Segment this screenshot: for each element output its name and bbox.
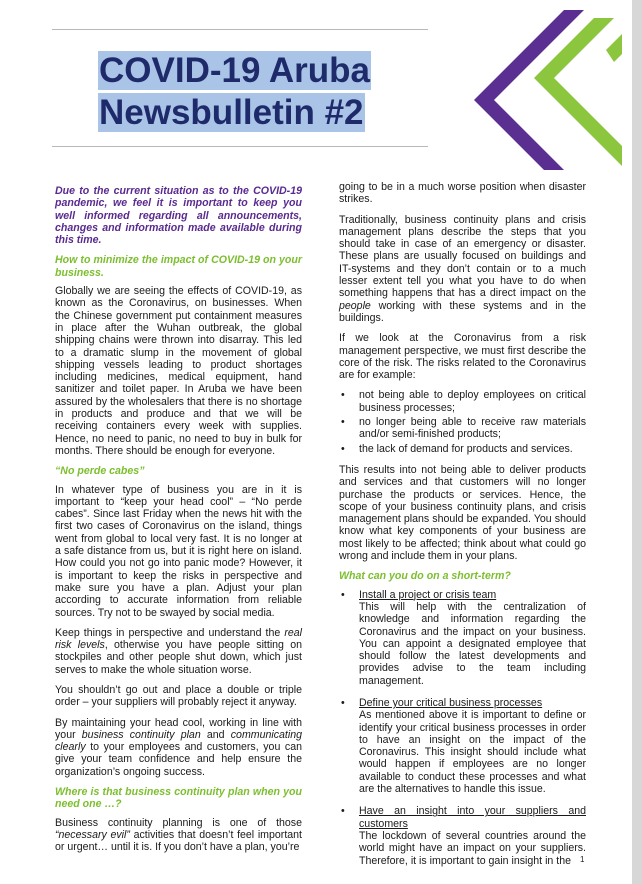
top-rule bbox=[52, 29, 428, 30]
logo-stripe-green-lower bbox=[534, 78, 622, 166]
heading-short-term: What can you do on a short-term? bbox=[339, 570, 511, 583]
paragraph-continuity-planning: Business continuity planning is one of those “necessary evil” activities that doesn’t feel important or urgent… until it is. If you don’t have a plan, you’re bbox=[55, 816, 302, 854]
paragraph-traditional-plans: Traditionally, business continuity plans and crisis management plans describe the steps that you should take in case of an emergency or disaster. These plans are usually focused on buildings and IT-systems and they don’t contain or to a much lesser extent tell you what you have to do when something happens that has a direct impact on the people working with these systems and in the buildings. bbox=[339, 213, 586, 324]
right-column bbox=[339, 181, 586, 877]
risk-item: • not being able to deploy employees on critical business processes; bbox=[339, 389, 586, 414]
paragraph-global-effects: Globally we are seeing the effects of COVID-19, as known as the Coronavirus, on businesses. When the Chinese government put containment measures in place after the Wuhan outbreak, the global shipping chains were thrown into disarray. This led to a dramatic slump in the movement of global shipping vessels leading to product shortages including medicines, medical equipment, hand sanitizer and toilet paper. In Aruba we have been assured by the wholesalers that there is no shortage in products and produce and that we will be receiving containers every week with supplies. Hence, no need to panic, no need to buy in bulk for months. There should be enough for everyone. bbox=[55, 285, 302, 457]
intro-paragraph: Due to the current situation as to the COVID-19 pandemic, we feel it is important to keep you well informed regarding all announcements, changes and information made available during this time. bbox=[55, 185, 302, 247]
heading-minimize-impact: How to minimize the impact of COVID-19 on your business. bbox=[55, 254, 302, 279]
list-item bbox=[339, 697, 586, 795]
risk-list bbox=[339, 389, 586, 454]
list-item-text: The lockdown of several countries around the world might have an impact on your suppliers. Therefore, it is important to gain insight in the bbox=[359, 829, 586, 867]
list-item-text: This will help with the centralization of knowledge and information regarding the Coronavirus and the impact on your business. You can appoint a designated employee that should follow the latest developments and provides advise to the team including management. bbox=[359, 600, 586, 687]
short-term-list bbox=[339, 589, 586, 867]
list-item-title: • Define your critical business processes bbox=[359, 696, 543, 709]
paragraph-maintain-head: By maintaining your head cool, working in line with your business continuity plan and communicating clearly to your employees and customers, you can give your team confidence and help ensure the organization’s ongoing success. bbox=[55, 716, 302, 778]
left-column bbox=[55, 185, 302, 862]
logo-stripe-purple-lower bbox=[474, 100, 564, 170]
paragraph-perspective: Keep things in perspective and understand the real risk levels, otherwise you have people sitting on stockpiles and other people shut down, which just serves to make the whole situation worse. bbox=[55, 626, 302, 676]
heading-business-continuity-plan: Where is that business continuity plan when you need one …? bbox=[55, 786, 302, 811]
page-number: 1 bbox=[580, 855, 585, 864]
page-title bbox=[98, 50, 371, 134]
chevron-stripes-logo bbox=[446, 10, 622, 180]
paragraph-keep-head-cool: In whatever type of business you are in it is important to “keep your head cool” – “No perde cabes”. Since last Friday when the news hit with the first two cases of Coronavirus on the island, things went from global to local very fast. It is no longer at a safe distance from us, but it is right here on island. How could you not go into panic mode? However, it is important to keep the risks in perspective and make sure you have a plan. Adjust your plan according to accurate information from reliable sources. Try not to be swayed by social media. bbox=[55, 483, 302, 619]
paragraph-worse-position: going to be in a much worse position when disaster strikes. bbox=[339, 181, 586, 206]
list-item bbox=[339, 589, 586, 687]
paragraph-double-order: You shouldn’t go out and place a double or triple order – your suppliers will probably reject it anyway. bbox=[55, 683, 302, 709]
risk-item: • the lack of demand for products and services. bbox=[339, 443, 586, 455]
paragraph-risk-perspective: If we look at the Coronavirus from a risk management perspective, we must first describe the core of the risk. The risks related to the Coronavirus are for example: bbox=[339, 332, 586, 382]
list-item-title: • Have an insight into your suppliers and customers bbox=[359, 805, 586, 830]
logo-stripe-green-tip bbox=[606, 34, 622, 62]
list-item-text: As mentioned above it is important to define or identify your critical business processes in order to have an insight on the impact of the Coronavirus. This insight should include what would happen if employees are no longer available to conduct these processes and what are the alternatives to handle this issue. bbox=[359, 709, 586, 796]
bottom-rule bbox=[52, 146, 428, 147]
title-line-2: Newsbulletin #2 bbox=[99, 93, 364, 132]
list-item-title: • Install a project or crisis team bbox=[359, 588, 497, 601]
heading-no-perde-cabes: “No perde cabes” bbox=[55, 465, 145, 478]
title-line-1: COVID-19 Aruba bbox=[99, 51, 370, 90]
paragraph-results: This results into not being able to deliver products and services and that customers will no longer purchase the products or services. Hence, the scope of your business continuity plans, and crisis management plans should be expanded. You should know what key components of your business are most likely to be affected; think about what could go wrong and include them in your plans. bbox=[339, 463, 586, 563]
risk-item: • no longer being able to receive raw materials and/or semi-finished products; bbox=[339, 416, 586, 441]
list-item bbox=[339, 805, 586, 866]
